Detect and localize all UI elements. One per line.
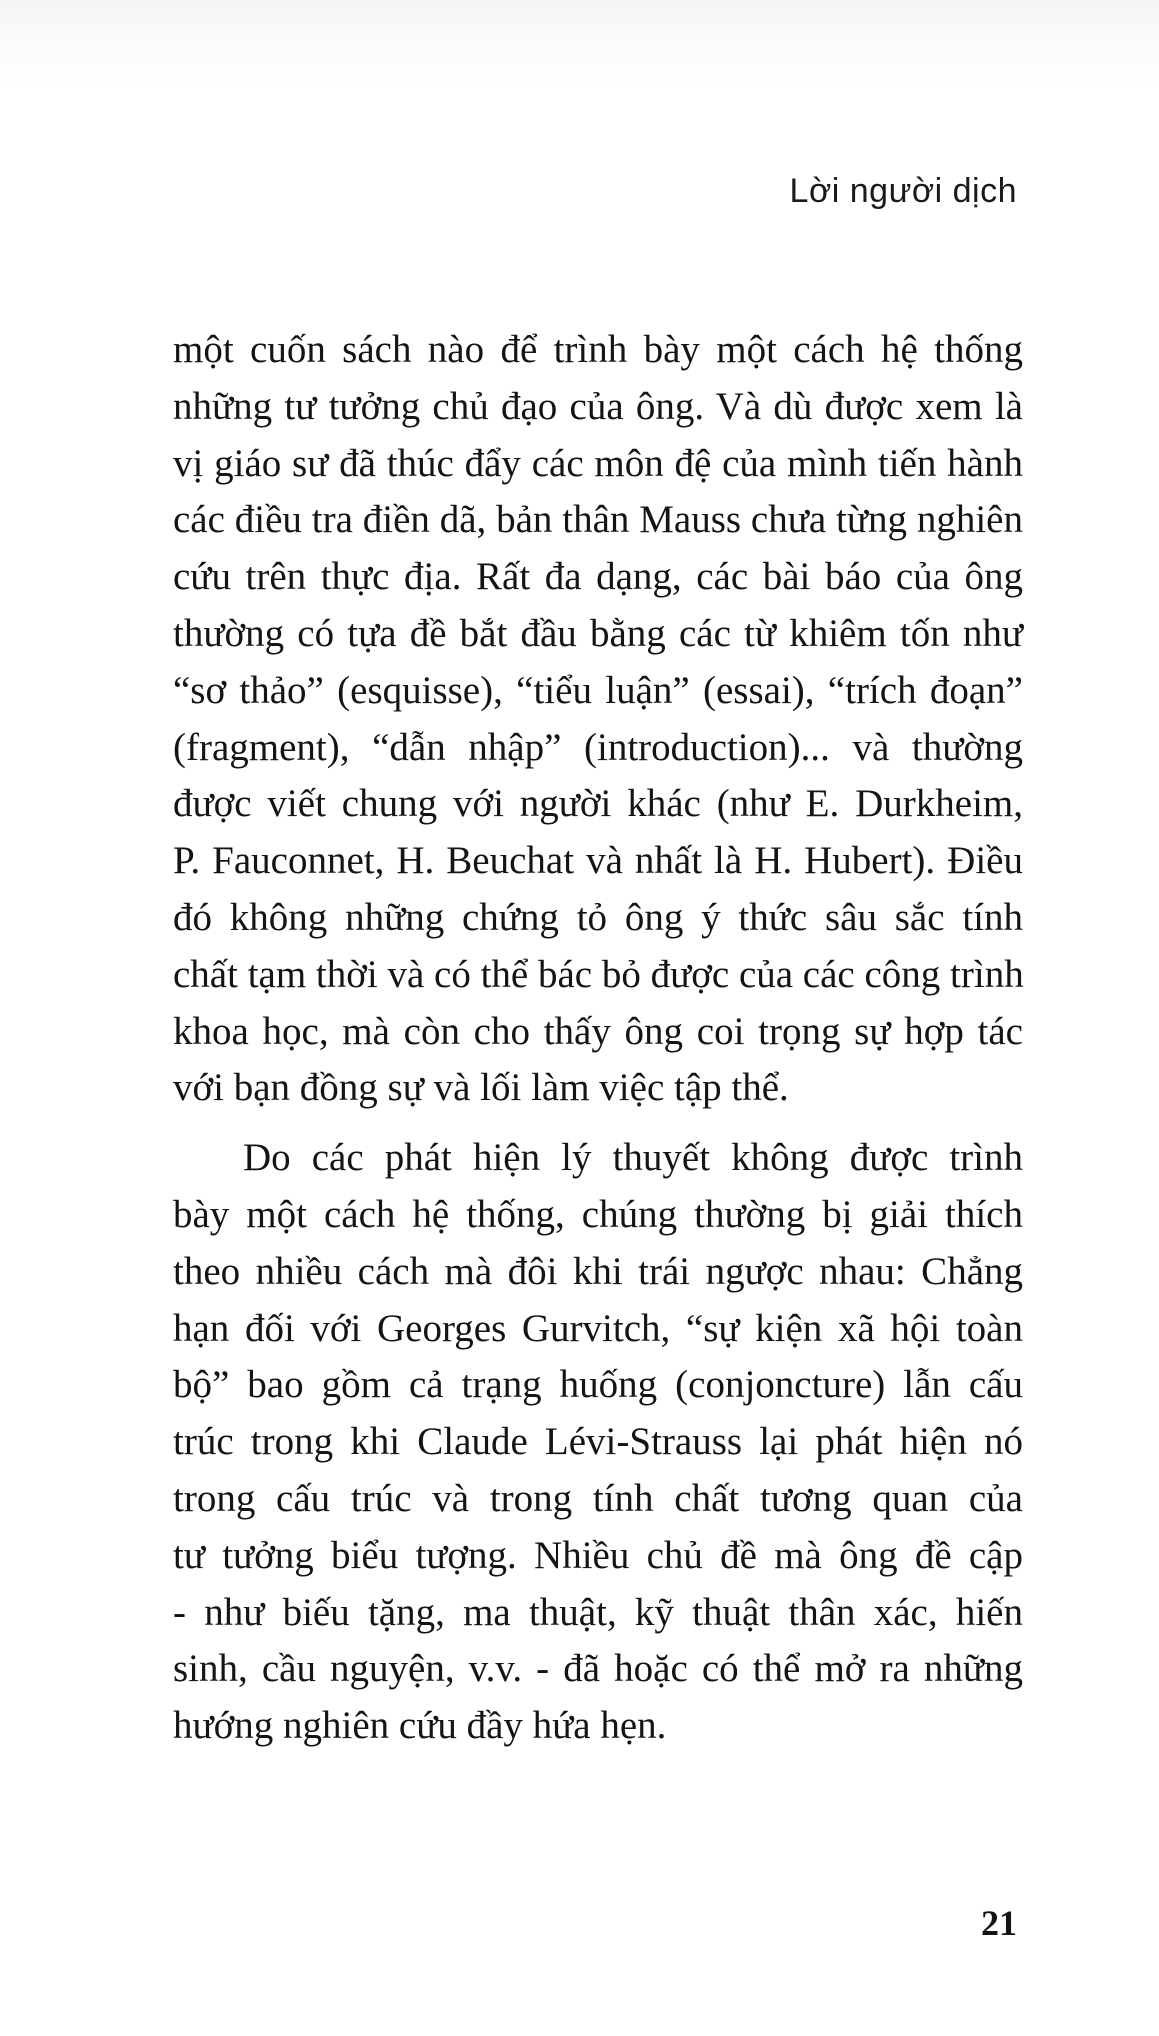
text-line: trong cấu trúc và trong tính chất tương quan của: [173, 1476, 1023, 1520]
text-line: những tư tưởng chủ đạo của ông. Và dù được xem là: [173, 384, 1023, 428]
text-line: trúc trong khi Claude Lévi-Strauss lại phát hiện nó: [173, 1420, 1023, 1464]
text-line: - như biếu tặng, ma thuật, kỹ thuật thân xác, hiến: [173, 1590, 1023, 1634]
text-line: một cuốn sách nào để trình bày một cách hệ thống: [173, 328, 1023, 371]
text-line: cứu trên thực địa. Rất đa dạng, các bài báo của ông: [173, 555, 1023, 599]
text-line: đó không những chứng tỏ ông ý thức sâu sắc tính: [173, 895, 1023, 939]
paragraph-2: [173, 1130, 1023, 1755]
body-text: [173, 322, 1023, 1755]
text-line: vị giáo sư đã thúc đẩy các môn đệ của mình tiến hành: [173, 441, 1023, 485]
text-line: bộ” bao gồm cả trạng huống (conjoncture) lẫn cấu: [173, 1363, 1023, 1407]
text-line: được viết chung với người khác (như E. Durkheim,: [173, 782, 1023, 826]
text-line: hạn đối với Georges Gurvitch, “sự kiện xã hội toàn: [173, 1306, 1023, 1350]
running-header-title: Lời người dịch: [789, 172, 1017, 210]
text-line: Do các phát hiện lý thuyết không được trình: [243, 1136, 1023, 1180]
text-line: (fragment), “dẫn nhập” (introduction)... và thường: [173, 725, 1023, 769]
text-line: tư tưởng biểu tượng. Nhiều chủ đề mà ông đề cập: [173, 1533, 1023, 1577]
page-number: 21: [981, 1903, 1017, 1943]
text-line: P. Fauconnet, H. Beuchat và nhất là H. Hubert). Điều: [173, 839, 1023, 883]
text-line: sinh, cầu nguyện, v.v. - đã hoặc có thể mở ra những: [173, 1647, 1023, 1691]
paragraph-1: [173, 322, 1023, 1117]
text-line: theo nhiều cách mà đôi khi trái ngược nhau: Chẳng: [173, 1249, 1023, 1293]
text-line: thường có tựa đề bắt đầu bằng các từ khiêm tốn như: [173, 611, 1023, 655]
paragraph-spacing: [173, 1117, 1023, 1130]
text-line: hướng nghiên cứu đầy hứa hẹn.: [173, 1704, 667, 1748]
text-line: khoa học, mà còn cho thấy ông coi trọng sự hợp tác: [173, 1009, 1023, 1053]
text-line: bày một cách hệ thống, chúng thường bị giải thích: [173, 1192, 1023, 1236]
text-line: chất tạm thời và có thể bác bỏ được của các công trình: [173, 952, 1024, 996]
text-line: với bạn đồng sự và lối làm việc tập thể.: [173, 1066, 789, 1110]
text-line: “sơ thảo” (esquisse), “tiểu luận” (essai), “trích đoạn”: [173, 668, 1023, 712]
text-line: các điều tra điền dã, bản thân Mauss chưa từng nghiên: [173, 498, 1023, 542]
